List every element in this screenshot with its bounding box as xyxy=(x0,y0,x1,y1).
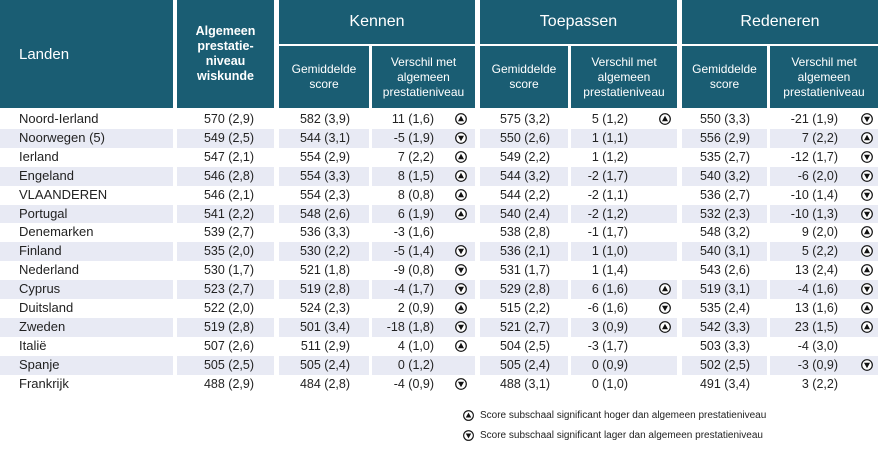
cell-alg: 523 (2,7) xyxy=(203,282,254,297)
cell-r-score: 491 (3,4) xyxy=(699,376,750,391)
cell-k-score: 530 (2,2) xyxy=(299,244,350,259)
legend-down xyxy=(463,430,763,441)
table-row xyxy=(0,375,878,394)
cell-alg: 546 (2,8) xyxy=(203,168,254,183)
cell-t-score: 544 (2,2) xyxy=(499,187,550,202)
triangle-down-circle-icon xyxy=(659,302,671,314)
cell-r-score: 536 (2,7) xyxy=(699,187,750,202)
header-algemeen-line: wiskunde xyxy=(197,69,254,83)
group-redeneren-title xyxy=(682,0,878,44)
subheader-line: algemeen xyxy=(597,69,651,84)
triangle-up-circle-icon xyxy=(455,340,467,352)
cell-t-score: 536 (2,1) xyxy=(499,244,550,259)
cell-r-score: 535 (2,4) xyxy=(699,301,750,315)
triangle-down-circle-icon xyxy=(455,264,467,276)
cell-t-diff: 1 (1,0) xyxy=(591,244,628,259)
triangle-up-circle-icon xyxy=(659,321,671,333)
subheader-line: algemeen xyxy=(797,69,851,84)
triangle-down-circle-icon xyxy=(861,170,873,182)
cell-r-score: 540 (3,2) xyxy=(699,168,750,183)
triangle-down-circle-icon xyxy=(861,113,873,125)
cell-k-diff: -4 (1,7) xyxy=(393,282,434,297)
cell-t-diff: 3 (0,9) xyxy=(591,319,628,334)
table-row xyxy=(0,148,878,167)
triangle-down-circle-icon xyxy=(861,283,873,295)
triangle-up-circle-icon xyxy=(455,113,467,125)
subheader-line: algemeen xyxy=(397,69,450,84)
triangle-down-circle-icon xyxy=(861,359,873,371)
triangle-down-circle-icon xyxy=(861,151,873,163)
cell-alg: 546 (2,1) xyxy=(203,187,254,202)
cell-k-score: 554 (2,9) xyxy=(299,149,350,164)
country-name: VLAANDEREN xyxy=(19,186,108,202)
group-kennen-label: Kennen xyxy=(349,13,405,30)
cell-k-score: 548 (2,6) xyxy=(299,206,350,221)
triangle-up-circle-icon xyxy=(455,302,467,314)
triangle-down-circle-icon xyxy=(463,430,474,441)
cell-k-diff: -4 (0,9) xyxy=(393,376,434,391)
cell-t-diff: 1 (1,1) xyxy=(591,130,628,145)
country-name: Ierland xyxy=(19,148,59,164)
subheader-redeneren-score xyxy=(682,46,767,108)
table-row xyxy=(0,356,878,375)
subheader-kennen-diff xyxy=(372,46,475,108)
triangle-up-circle-icon xyxy=(455,189,467,201)
subheader-line: score xyxy=(709,77,740,91)
cell-r-diff: 7 (2,2) xyxy=(801,130,838,145)
cell-r-score: 532 (2,3) xyxy=(699,206,750,221)
triangle-down-circle-icon xyxy=(861,208,873,220)
cell-r-diff: 23 (1,5) xyxy=(794,319,838,334)
cell-k-diff: 7 (2,2) xyxy=(397,149,434,164)
cell-k-score: 544 (3,1) xyxy=(299,130,350,145)
cell-t-score: 550 (2,6) xyxy=(499,130,550,145)
group-toepassen-title xyxy=(480,0,677,44)
cell-t-score: 538 (2,8) xyxy=(499,225,550,240)
subheader-line: Gemiddelde xyxy=(291,62,357,76)
cell-alg: 507 (2,6) xyxy=(203,338,254,353)
table-row xyxy=(0,223,878,242)
header-landen-label: Landen xyxy=(19,45,70,63)
triangle-up-circle-icon xyxy=(861,245,873,257)
subheader-redeneren-diff xyxy=(770,46,878,108)
triangle-up-circle-icon xyxy=(463,410,474,421)
triangle-up-circle-icon xyxy=(861,226,873,238)
country-name: Denemarken xyxy=(19,224,94,240)
table-row xyxy=(0,167,878,186)
subheader-line: prestatieniveau xyxy=(382,84,465,99)
triangle-up-circle-icon xyxy=(659,283,671,295)
table-row xyxy=(0,318,878,337)
cell-t-score: 515 (2,2) xyxy=(499,301,550,315)
table-row xyxy=(0,261,878,280)
triangle-down-circle-icon xyxy=(455,245,467,257)
cell-alg: 505 (2,5) xyxy=(203,357,254,372)
table-row xyxy=(0,242,878,261)
cell-t-diff: 6 (1,6) xyxy=(591,282,628,297)
header-algemeen-line: prestatie- xyxy=(197,39,254,53)
subheader-line: Verschil met xyxy=(591,54,657,69)
cell-k-diff: -18 (1,8) xyxy=(386,319,434,334)
cell-k-score: 519 (2,8) xyxy=(299,282,350,297)
triangle-up-circle-icon xyxy=(455,170,467,182)
cell-t-diff: 1 (1,2) xyxy=(591,149,628,164)
header-algemeen xyxy=(177,0,274,108)
cell-r-diff: 9 (2,0) xyxy=(801,225,838,240)
subheader-line: Gemiddelde xyxy=(491,62,557,76)
cell-t-diff: 1 (1,4) xyxy=(591,263,628,278)
cell-r-score: 542 (3,3) xyxy=(699,319,750,334)
cell-k-score: 511 (2,9) xyxy=(300,338,350,353)
subheader-line: Verschil met xyxy=(791,54,857,69)
cell-t-score: 505 (2,4) xyxy=(499,357,550,372)
cell-k-score: 554 (3,3) xyxy=(299,168,350,183)
cell-r-score: 548 (3,2) xyxy=(699,225,750,240)
cell-r-score: 556 (2,9) xyxy=(699,130,750,145)
cell-k-score: 536 (3,3) xyxy=(299,225,350,240)
triangle-down-circle-icon xyxy=(455,132,467,144)
triangle-up-circle-icon xyxy=(659,113,671,125)
cell-alg: 549 (2,5) xyxy=(203,130,254,145)
triangle-up-circle-icon xyxy=(861,132,873,144)
subheader-line: score xyxy=(509,77,539,91)
cell-r-score: 502 (2,5) xyxy=(699,357,750,372)
cell-alg: 541 (2,2) xyxy=(203,206,254,221)
cell-k-diff: -5 (1,4) xyxy=(393,244,434,259)
cell-t-diff: -2 (1,2) xyxy=(587,206,628,221)
table-row xyxy=(0,280,878,299)
cell-k-diff: 0 (1,2) xyxy=(397,357,434,372)
country-name: Zweden xyxy=(19,318,66,334)
cell-alg: 535 (2,0) xyxy=(203,244,254,259)
cell-k-diff: 8 (1,5) xyxy=(397,168,434,183)
country-name: Italië xyxy=(19,337,47,353)
cell-r-diff: -4 (3,0) xyxy=(797,338,838,353)
subheader-toepassen-diff xyxy=(571,46,677,108)
cell-t-score: 531 (1,7) xyxy=(499,263,550,278)
country-name: Spanje xyxy=(19,356,60,372)
subheader-line: Gemiddelde xyxy=(692,62,757,76)
legend-down-label: Score subschaal significant lager dan algemeen prestatieniveau xyxy=(480,430,763,441)
triangle-down-circle-icon xyxy=(861,189,873,201)
triangle-up-circle-icon xyxy=(455,151,467,163)
cell-alg: 488 (2,9) xyxy=(203,376,254,391)
subheader-line: prestatieniveau xyxy=(583,84,665,99)
country-name: Finland xyxy=(19,243,62,259)
cell-t-diff: 0 (0,9) xyxy=(591,357,628,372)
triangle-down-circle-icon xyxy=(455,321,467,333)
subheader-line: score xyxy=(309,77,339,91)
cell-k-score: 554 (2,3) xyxy=(299,187,350,202)
cell-r-diff: -10 (1,4) xyxy=(790,187,838,202)
cell-k-diff: 6 (1,9) xyxy=(397,206,434,221)
table-row xyxy=(0,299,878,318)
cell-t-score: 549 (2,2) xyxy=(499,149,550,164)
triangle-up-circle-icon xyxy=(861,264,873,276)
cell-r-diff: -4 (1,6) xyxy=(797,282,838,297)
country-name: Portugal xyxy=(19,205,68,221)
cell-r-score: 550 (3,3) xyxy=(699,112,750,126)
cell-k-score: 521 (1,8) xyxy=(299,263,350,278)
cell-k-score: 582 (3,9) xyxy=(299,112,350,126)
table-row xyxy=(0,186,878,205)
cell-k-score: 501 (3,4) xyxy=(299,319,350,334)
cell-alg: 519 (2,8) xyxy=(203,319,254,334)
country-name: Nederland xyxy=(19,262,79,278)
header-algemeen-line: niveau xyxy=(205,54,246,68)
cell-alg: 530 (1,7) xyxy=(203,263,254,278)
cell-t-diff: -1 (1,7) xyxy=(587,225,628,240)
cell-k-diff: -3 (1,6) xyxy=(393,225,434,240)
cell-r-diff: -10 (1,3) xyxy=(790,206,838,221)
legend-up xyxy=(463,410,766,421)
cell-t-diff: -6 (1,6) xyxy=(587,301,628,315)
cell-alg: 570 (2,9) xyxy=(203,112,254,126)
cell-t-diff: 0 (1,0) xyxy=(591,376,628,391)
header-algemeen-line: Algemeen xyxy=(195,24,256,38)
cell-t-diff: 5 (1,2) xyxy=(591,112,628,126)
country-name: Frankrijk xyxy=(19,375,69,391)
cell-k-score: 484 (2,8) xyxy=(299,376,350,391)
cell-k-diff: 4 (1,0) xyxy=(397,338,434,353)
cell-k-diff: 8 (0,8) xyxy=(397,187,434,202)
triangle-up-circle-icon xyxy=(861,302,873,314)
group-toepassen-label: Toepassen xyxy=(539,13,618,30)
cell-r-diff: 5 (2,2) xyxy=(801,244,838,259)
table-row xyxy=(0,110,878,129)
cell-r-score: 535 (2,7) xyxy=(699,149,750,164)
table-row xyxy=(0,129,878,148)
cell-r-score: 519 (3,1) xyxy=(699,282,750,297)
subheader-line: Verschil met xyxy=(390,54,457,69)
cell-t-score: 544 (3,2) xyxy=(499,168,550,183)
cell-r-score: 503 (3,3) xyxy=(699,338,750,353)
cell-t-diff: -2 (1,1) xyxy=(587,187,628,202)
triangle-down-circle-icon xyxy=(455,378,467,390)
cell-r-diff: 13 (1,6) xyxy=(794,301,838,315)
group-kennen-title xyxy=(279,0,475,44)
header-landen xyxy=(0,0,173,108)
cell-r-diff: -6 (2,0) xyxy=(797,168,838,183)
cell-t-score: 488 (3,1) xyxy=(499,376,550,391)
cell-t-score: 540 (2,4) xyxy=(499,206,550,221)
cell-k-score: 524 (2,3) xyxy=(299,301,350,315)
cell-alg: 539 (2,7) xyxy=(203,225,254,240)
triangle-down-circle-icon xyxy=(455,283,467,295)
table-row xyxy=(0,205,878,224)
cell-r-score: 540 (3,1) xyxy=(699,244,750,259)
cell-r-diff: -12 (1,7) xyxy=(790,149,838,164)
cell-t-diff: -2 (1,7) xyxy=(587,168,628,183)
cell-t-score: 504 (2,5) xyxy=(499,338,550,353)
triangle-up-circle-icon xyxy=(455,208,467,220)
country-name: Noorwegen (5) xyxy=(19,129,105,145)
country-name: Noord-Ierland xyxy=(19,111,99,126)
cell-t-diff: -3 (1,7) xyxy=(587,338,628,353)
legend-up-label: Score subschaal significant hoger dan algemeen prestatieniveau xyxy=(480,410,767,421)
subheader-line: prestatieniveau xyxy=(783,84,865,99)
cell-t-score: 575 (3,2) xyxy=(499,112,550,126)
cell-k-diff: 11 (1,6) xyxy=(391,112,434,126)
country-name: Cyprus xyxy=(19,281,61,297)
subheader-kennen-score xyxy=(279,46,369,108)
cell-t-score: 521 (2,7) xyxy=(499,319,550,334)
country-name: Duitsland xyxy=(19,300,74,315)
cell-r-diff: 3 (2,2) xyxy=(801,376,838,391)
country-name: Engeland xyxy=(19,167,74,183)
group-redeneren-label: Redeneren xyxy=(740,13,820,30)
cell-k-diff: 2 (0,9) xyxy=(397,301,434,315)
triangle-up-circle-icon xyxy=(861,321,873,333)
table-row xyxy=(0,337,878,356)
cell-k-diff: -9 (0,8) xyxy=(393,263,434,278)
cell-r-diff: -3 (0,9) xyxy=(797,357,838,372)
subheader-toepassen-score xyxy=(480,46,568,108)
cell-alg: 522 (2,0) xyxy=(203,301,254,315)
cell-k-score: 505 (2,4) xyxy=(299,357,350,372)
cell-t-score: 529 (2,8) xyxy=(499,282,550,297)
cell-r-score: 543 (2,6) xyxy=(699,263,750,278)
cell-r-diff: -21 (1,9) xyxy=(790,112,838,126)
cell-r-diff: 13 (2,4) xyxy=(794,263,838,278)
cell-k-diff: -5 (1,9) xyxy=(393,130,434,145)
cell-alg: 547 (2,1) xyxy=(203,149,254,164)
